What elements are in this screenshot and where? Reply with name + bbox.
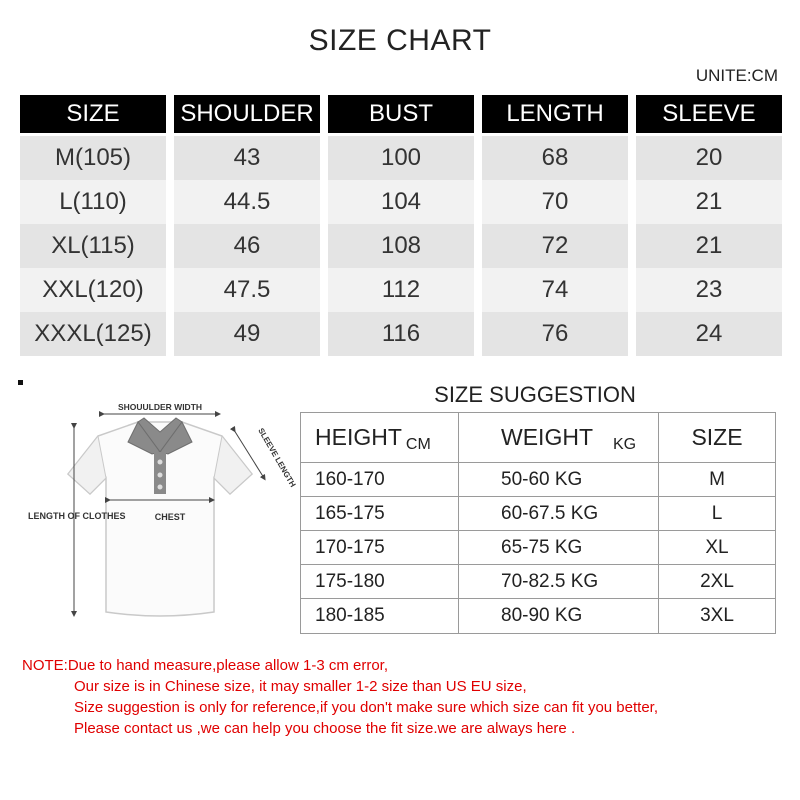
height-header-label: HEIGHT <box>315 424 402 450</box>
sleeve-cell: 24 <box>636 312 782 356</box>
table-row <box>20 180 782 224</box>
header-length: LENGTH <box>482 95 628 133</box>
size-cell: L(110) <box>20 180 166 224</box>
length-cell: 76 <box>482 312 628 356</box>
size-header: SIZE <box>691 424 743 450</box>
size-cell: 3XL <box>700 605 734 626</box>
header-bust: BUST <box>328 95 474 133</box>
unit-label: UNITE:CM <box>695 66 778 85</box>
length-cell: 74 <box>482 268 628 312</box>
size-cell: M <box>709 468 725 490</box>
note-block <box>22 655 782 739</box>
length-cell: 72 <box>482 224 628 268</box>
table-row <box>20 136 782 180</box>
size-chart-table <box>20 92 782 356</box>
height-cell: 180-185 <box>301 599 459 633</box>
chest-label: CHEST <box>154 512 186 522</box>
sleeve-cell: 21 <box>636 180 782 224</box>
header-shoulder: SHOULDER <box>174 95 320 133</box>
table-row <box>301 463 775 497</box>
height-unit: CM <box>405 435 431 453</box>
size-chart-body <box>20 136 782 356</box>
weight-unit: KG <box>613 435 637 453</box>
table-row <box>301 497 775 531</box>
shoulder-cell: 44.5 <box>174 180 320 224</box>
sleeve-cell: 21 <box>636 224 782 268</box>
table-row <box>20 224 782 268</box>
weight-header <box>459 413 659 462</box>
table-row <box>20 268 782 312</box>
weight-cell: 60-67.5 KG <box>459 497 659 530</box>
weight-header-label: WEIGHT <box>501 424 593 450</box>
shoulder-cell: 49 <box>174 312 320 356</box>
sleeve-cell: 20 <box>636 136 782 180</box>
note-line: Please contact us ,we can help you choose the fit size.we are always here . <box>74 720 576 737</box>
height-cell: 175-180 <box>301 565 459 598</box>
header-sleeve: SLEEVE <box>636 95 782 133</box>
shoulder-cell: 43 <box>174 136 320 180</box>
size-cell: M(105) <box>20 136 166 180</box>
weight-cell: 80-90 KG <box>459 599 659 633</box>
note-line: Size suggestion is only for reference,if you don't make sure which size can fit you better, <box>74 699 658 716</box>
bust-cell: 112 <box>328 268 474 312</box>
suggestion-header-row <box>301 413 775 463</box>
note-line: NOTE:Due to hand measure,please allow 1-3 cm error, <box>22 657 388 674</box>
note-line: Our size is in Chinese size, it may smaller 1-2 size than US EU size, <box>74 678 527 695</box>
length-cell: 70 <box>482 180 628 224</box>
table-row <box>301 599 775 633</box>
weight-cell: 65-75 KG <box>459 531 659 564</box>
length-label: LENGTH OF CLOTHES <box>28 511 126 521</box>
table-row <box>301 565 775 599</box>
size-cell: XXL(120) <box>20 268 166 312</box>
shoulder-cell: 46 <box>174 224 320 268</box>
sleeve-cell: 23 <box>636 268 782 312</box>
size-cell: 2XL <box>700 570 734 592</box>
height-header <box>301 413 459 462</box>
shoulder-cell: 47.5 <box>174 268 320 312</box>
height-cell: 160-170 <box>301 463 459 496</box>
size-cell: L <box>711 502 723 524</box>
height-cell: 165-175 <box>301 497 459 530</box>
table-row <box>301 531 775 565</box>
height-cell: 170-175 <box>301 531 459 564</box>
bust-cell: 100 <box>328 136 474 180</box>
polo-shirt-diagram <box>20 392 300 632</box>
table-row <box>20 312 782 356</box>
weight-cell: 70-82.5 KG <box>459 565 659 598</box>
weight-cell: 50-60 KG <box>459 463 659 496</box>
bust-cell: 116 <box>328 312 474 356</box>
length-cell: 68 <box>482 136 628 180</box>
size-cell: XL(115) <box>20 224 166 268</box>
size-cell: XXXL(125) <box>20 312 166 356</box>
sleeve-length-label: SLEEVE LENGTH <box>256 426 298 489</box>
size-chart-header-row <box>20 92 782 136</box>
bust-cell: 104 <box>328 180 474 224</box>
bust-cell: 108 <box>328 224 474 268</box>
size-suggestion-table <box>300 412 776 634</box>
bullet-marker <box>18 380 23 385</box>
size-suggestion-title: SIZE SUGGESTION <box>434 382 636 407</box>
size-cell: XL <box>705 536 729 558</box>
shoulder-width-label: SHOUULDER WIDTH <box>117 402 203 412</box>
page-title: SIZE CHART <box>308 24 492 57</box>
header-size: SIZE <box>20 95 166 133</box>
